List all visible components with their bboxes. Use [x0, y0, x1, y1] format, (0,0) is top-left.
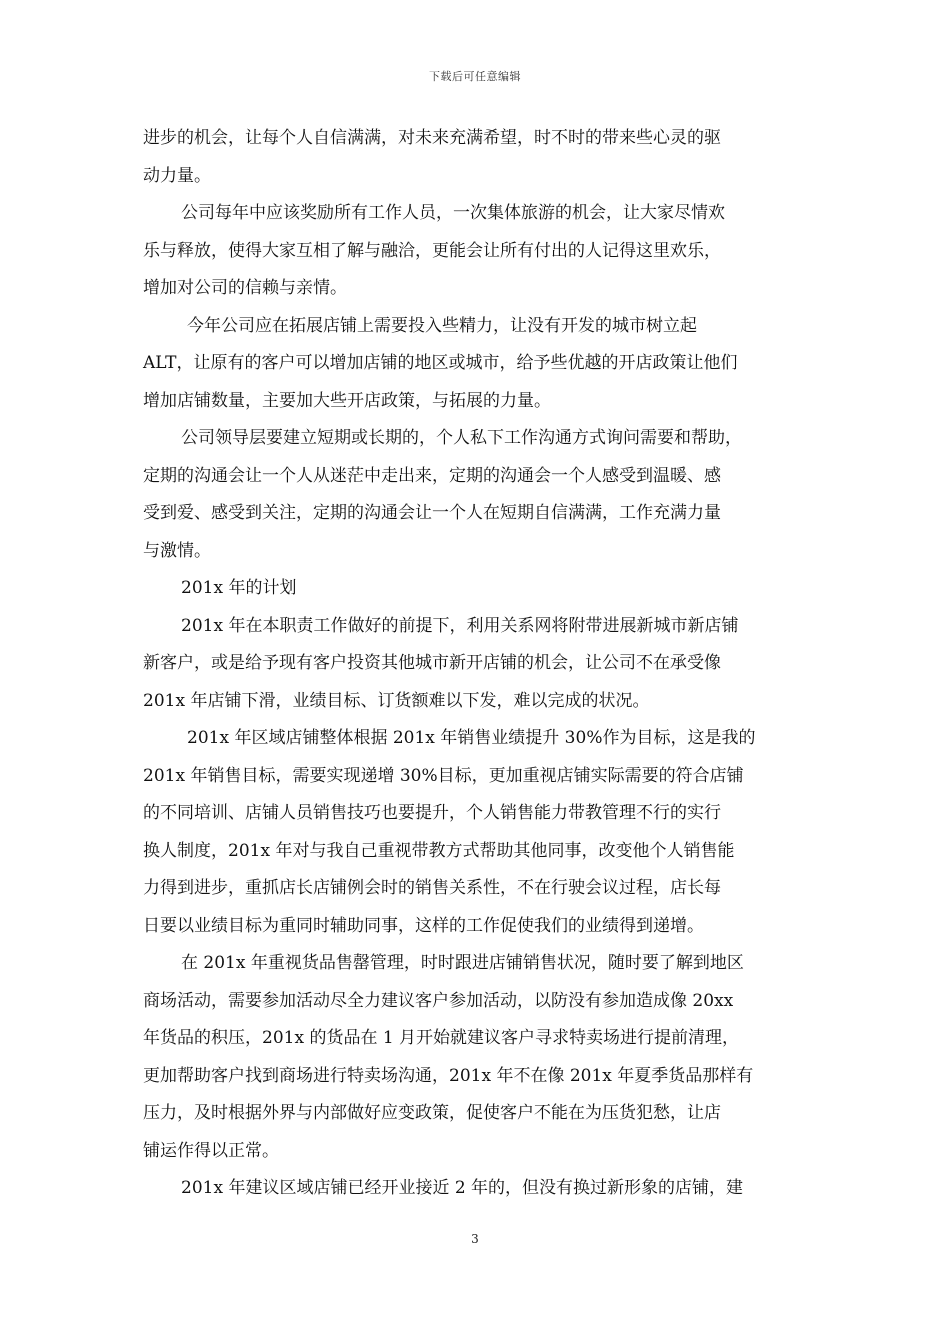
- body-text: [143, 120, 813, 1208]
- text-line: 的不同培训、店铺人员销售技巧也要提升，个人销售能力带教管理不行的实行: [143, 803, 721, 823]
- text-line: 日要以业绩目标为重同时辅助同事，这样的工作促使我们的业绩得到递增。: [143, 915, 704, 936]
- text-line: 201x 年在本职责工作做好的前提下，利用关系网将附带进展新城市新店铺: [181, 615, 739, 636]
- text-line: 与激情。: [143, 540, 211, 561]
- page-number: 3: [471, 1232, 479, 1246]
- text-line: 增加对公司的信赖与亲情。: [143, 278, 347, 298]
- text-line: ALT，让原有的客户可以增加店铺的地区或城市，给予些优越的开店政策让他们: [143, 353, 738, 373]
- text-line: 力得到进步，重抓店长店铺例会时的销售关系性，不在行驶会议过程，店长每: [143, 878, 721, 898]
- text-line: 压力，及时根据外界与内部做好应变政策，促使客户不能在为压货犯愁，让店: [143, 1103, 721, 1123]
- text-line: 在 201x 年重视货品售罄管理，时时跟进店铺销售状况，随时要了解到地区: [181, 953, 744, 973]
- text-line: 201x 年区域店铺整体根据 201x 年销售业绩提升 30%作为目标，这是我的: [187, 728, 756, 748]
- text-line: 乐与释放，使得大家互相了解与融洽，更能会让所有付出的人记得这里欢乐，: [143, 240, 721, 261]
- text-line: 商场活动，需要参加活动尽全力建议客户参加活动，以防没有参加造成像 20xx: [143, 990, 734, 1011]
- text-line: 进步的机会，让每个人自信满满，对未来充满希望，时不时的带来些心灵的驱: [143, 128, 721, 148]
- text-line: 铺运作得以正常。: [143, 1140, 279, 1161]
- text-line: 动力量。: [143, 165, 211, 186]
- text-line: 今年公司应在拓展店铺上需要投入些精力，让没有开发的城市树立起: [187, 315, 697, 336]
- text-line: 201x 年建议区域店铺已经开业接近 2 年的，但没有换过新形象的店铺，建: [181, 1178, 744, 1198]
- text-line: 201x 年销售目标，需要实现递增 30%目标，更加重视店铺实际需要的符合店铺: [143, 765, 744, 786]
- text-line: 公司每年中应该奖励所有工作人员，一次集体旅游的机会，让大家尽情欢: [181, 203, 725, 223]
- text-line: 换人制度，201x 年对与我自己重视带教方式帮助其他同事，改变他个人销售能: [143, 840, 735, 861]
- text-line: 增加店铺数量，主要加大些开店政策，与拓展的力量。: [143, 390, 551, 411]
- text-line: 新客户，或是给予现有客户投资其他城市新开店铺的机会，让公司不在承受像: [143, 653, 721, 673]
- section-heading: 201x 年的计划: [181, 578, 297, 598]
- text-line: 定期的沟通会让一个人从迷茫中走出来，定期的沟通会一个人感受到温暖、感: [143, 465, 721, 486]
- text-line: 201x 年店铺下滑，业绩目标、订货额难以下发，难以完成的状况。: [143, 690, 650, 711]
- text-line: 受到爱、感受到关注，定期的沟通会让一个人在短期自信满满，工作充满力量: [143, 503, 721, 523]
- text-line: 公司领导层要建立短期或长期的，个人私下工作沟通方式询问需要和帮助，: [181, 428, 742, 448]
- text-line: 年货品的积压，201x 的货品在 1 月开始就建议客户寻求特卖场进行提前清理，: [143, 1028, 740, 1048]
- page-header: 下载后可任意编辑: [429, 70, 521, 83]
- text-line: 更加帮助客户找到商场进行特卖场沟通，201x 年不在像 201x 年夏季货品那样有: [143, 1065, 754, 1086]
